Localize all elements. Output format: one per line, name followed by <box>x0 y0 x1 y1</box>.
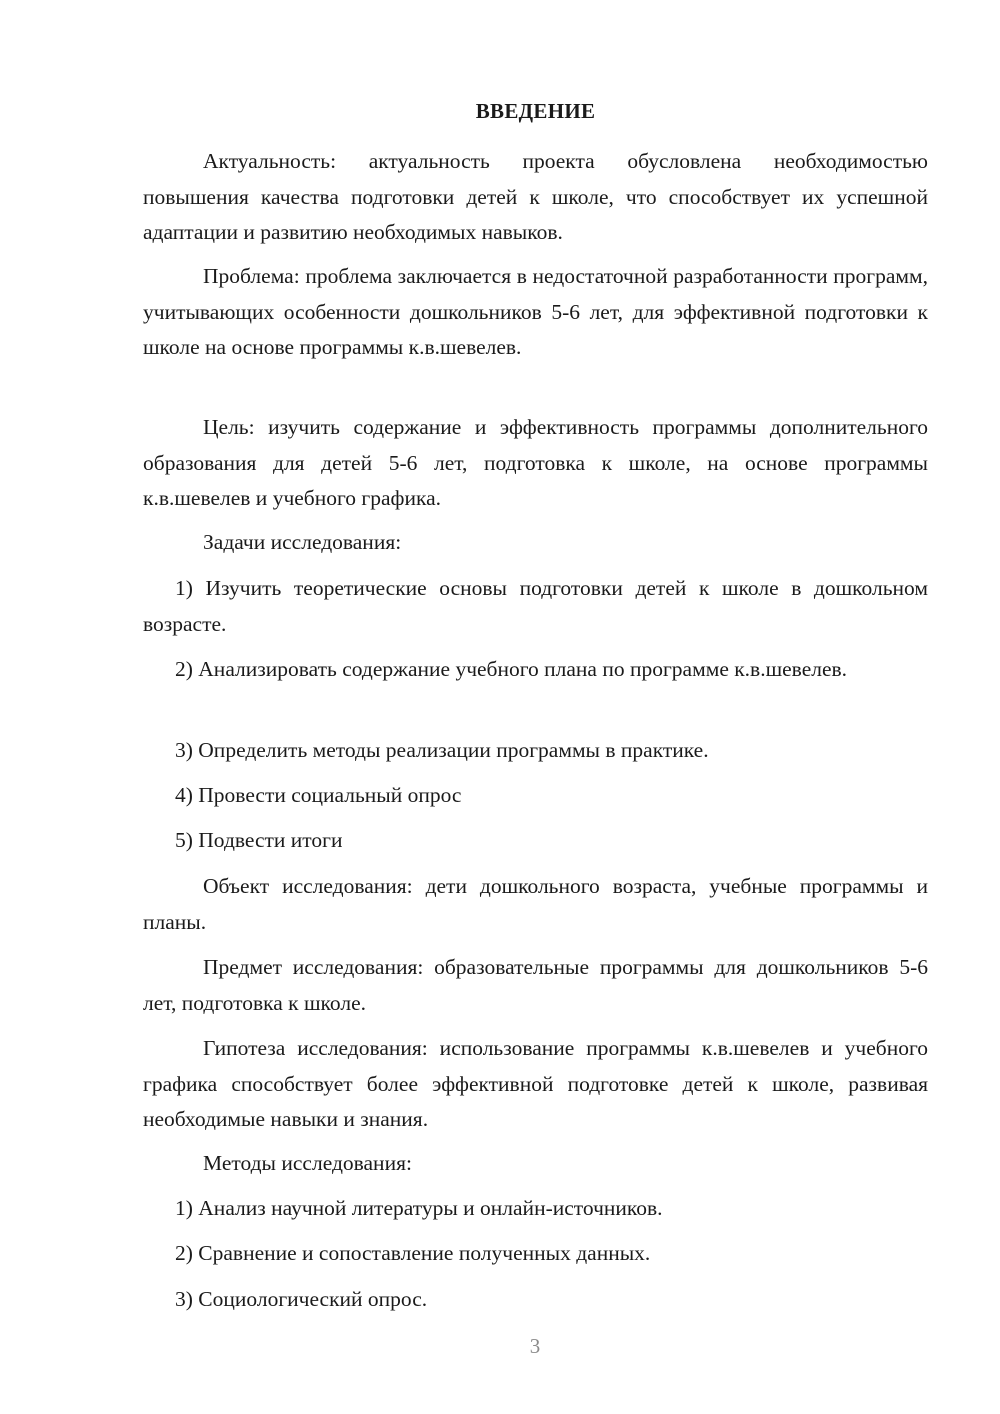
paragraph-relevance: Актуальность: актуальность проекта обусловлена необходимостью повышения качества подготовки детей к школе, что способствует их успешной адаптации и развитию необходимых навыков. <box>143 149 928 244</box>
paragraph-tasks-heading: Задачи исследования: <box>203 530 402 554</box>
method-item: 2) Сравнение и сопоставление полученных данных. <box>175 1241 651 1265</box>
task-item: 2) Анализировать содержание учебного плана по программе к.в.шевелев. <box>175 657 848 681</box>
paragraph-subject: Предмет исследования: образовательные программы для дошкольников 5-6 лет, подготовка к школе. <box>143 955 928 1015</box>
task-item: 5) Подвести итоги <box>175 828 343 852</box>
method-item: 3) Социологический опрос. <box>175 1287 428 1311</box>
page-title: ВВЕДЕНИЕ <box>475 99 596 123</box>
task-item: 1) Изучить теоретические основы подготовки детей к школе в дошкольном возрасте. <box>143 576 928 636</box>
task-item: 4) Провести социальный опрос <box>175 783 462 807</box>
paragraph-problem: Проблема: проблема заключается в недостаточной разработанности программ, учитывающих особенности дошкольников 5-6 лет, для эффективной подготовки к школе на основе программы к.в.шевелев. <box>143 264 928 359</box>
paragraph-hypothesis: Гипотеза исследования: использование программы к.в.шевелев и учебного графика способствует более эффективной подготовке детей к школе, развивая необходимые навыки и знания. <box>143 1036 928 1131</box>
page-number: 3 <box>529 1334 541 1358</box>
method-item: 1) Анализ научной литературы и онлайн-источников. <box>175 1196 663 1220</box>
paragraph-methods-heading: Методы исследования: <box>203 1151 412 1175</box>
paragraph-goal: Цель: изучить содержание и эффективность программы дополнительного образования для детей 5-6 лет, подготовка к школе, на основе программы к.в.шевелев и учебного графика. <box>143 415 928 510</box>
paragraph-object: Объект исследования: дети дошкольного возраста, учебные программы и планы. <box>143 874 928 934</box>
task-item: 3) Определить методы реализации программы в практике. <box>175 738 709 762</box>
